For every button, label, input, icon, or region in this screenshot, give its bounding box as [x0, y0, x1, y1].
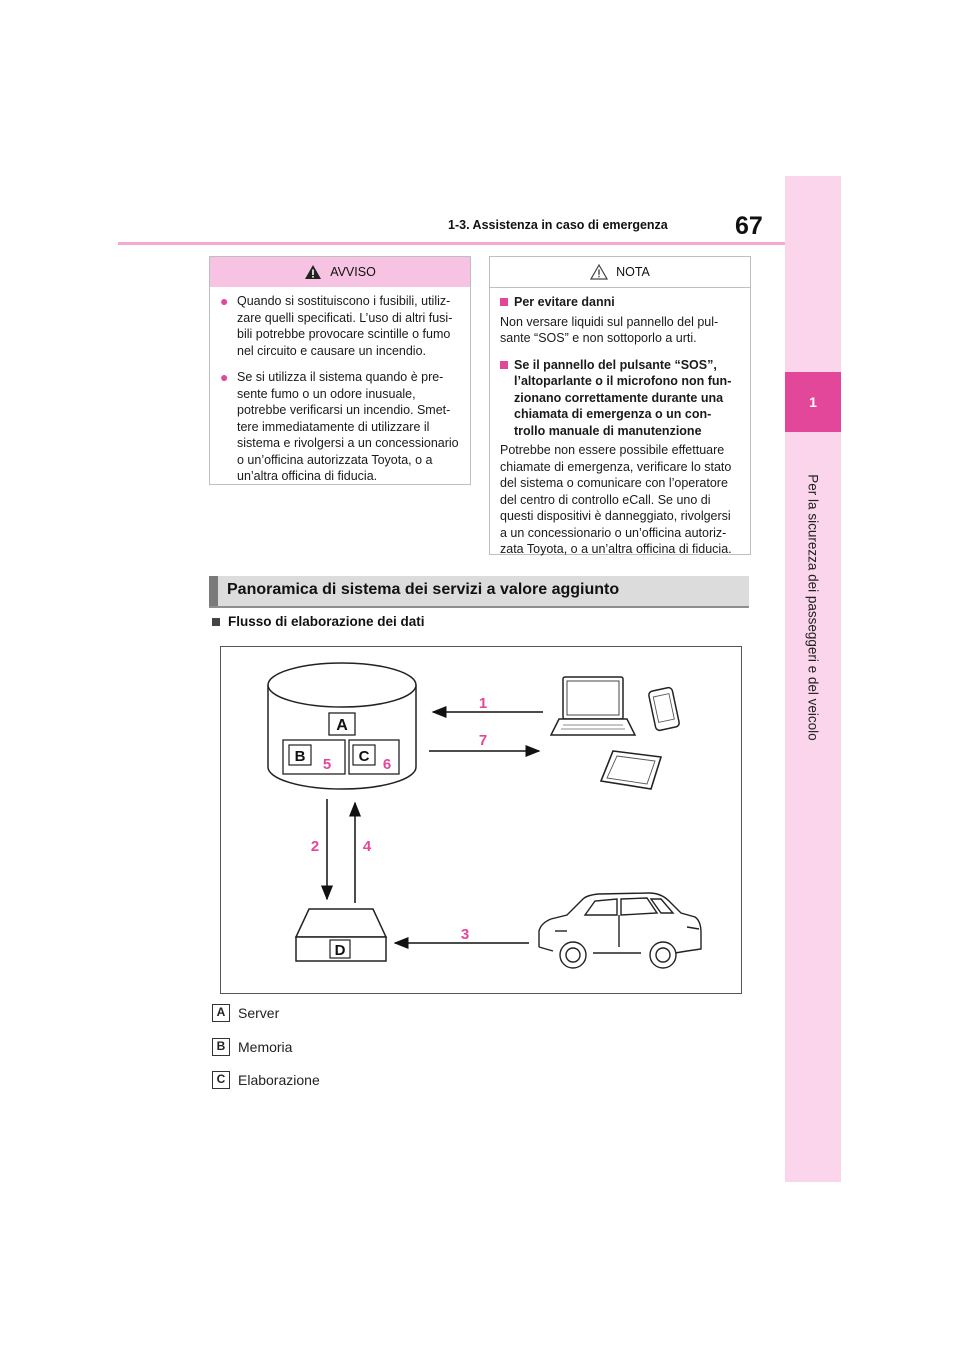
note-text: Potrebbe non essere possibile effettuare chiamate di emergenza, verificare lo stato del sistema o comunicare con l’operatore del centro di controllo eCall. Se uno di questi dispositivi è danneggiato, rivolgersi a un concessionario o un’officina autoriz-zata Toyota, o a un’altra officina di fiducia. — [500, 443, 732, 556]
bullet-icon: ● — [220, 369, 229, 385]
legend-item-processing — [212, 1071, 320, 1089]
square-bullet-icon — [212, 618, 220, 626]
warning-title: AVVISO — [330, 265, 376, 279]
warning-header — [210, 257, 470, 287]
label-c: C — [358, 748, 370, 765]
warning-box — [209, 256, 471, 485]
square-bullet-icon — [500, 361, 508, 369]
label-d: D — [334, 942, 346, 959]
note-heading — [500, 294, 740, 311]
legend-tag — [212, 1038, 230, 1056]
warning-icon — [304, 264, 322, 280]
chapter-number: 1 — [809, 394, 817, 410]
legend-tag-label: A — [216, 1005, 226, 1019]
legend-text: Elaborazione — [238, 1072, 320, 1088]
caution-icon — [590, 264, 608, 280]
legend-item-memory — [212, 1038, 292, 1056]
note-box — [489, 256, 751, 555]
section-title: 1-3. Assistenza in caso di emergenza — [448, 218, 668, 232]
legend-text: Memoria — [238, 1039, 293, 1055]
legend-item-server — [212, 1004, 279, 1022]
chapter-number-tab — [785, 372, 841, 432]
step-4: 4 — [362, 838, 372, 855]
label-a: A — [336, 717, 348, 734]
note-heading-text: Per evitare danni — [514, 295, 615, 309]
diagram-svg — [221, 647, 741, 993]
legend-tag-label: C — [216, 1072, 226, 1086]
section-heading-text: Panoramica di sistema dei servizi a valore aggiunto — [227, 581, 620, 598]
note-heading — [500, 357, 740, 440]
subheading-text: Flusso di elaborazione dei dati — [228, 614, 425, 629]
bullet-icon: ● — [220, 293, 229, 309]
note-title: NOTA — [616, 265, 650, 279]
subheading — [212, 614, 425, 629]
car-icon — [539, 893, 701, 968]
data-flow-diagram — [220, 646, 742, 994]
warning-item-text: Quando si sostituiscono i fusibili, utiliz-zare quelli specificati. L’uso di altri fusi-bili potrebbe provocare scintille o fumo nel circuito e causare un incendio. — [237, 294, 453, 358]
warning-item-text: Se si utilizza il sistema quando è pre-sente fumo o un odore inusuale, potrebbe verificarsi un incendio. Smet-tere immediatamente di utilizzare il sistema e rivolgersi a un concessionario o un’officina autorizzata Toyota, o a un’altra officina di fiducia. — [237, 370, 459, 483]
section-heading — [209, 576, 749, 608]
laptop-icon — [551, 677, 635, 735]
warning-item — [220, 369, 460, 485]
step-5: 5 — [322, 756, 332, 773]
step-2: 2 — [310, 838, 320, 855]
chapter-title: Per la sicurezza dei passeggeri e del veicolo — [805, 474, 821, 741]
smartphone-icon — [648, 687, 680, 731]
step-7: 7 — [478, 732, 488, 749]
label-b: B — [294, 748, 306, 765]
page-number: 67 — [735, 212, 763, 240]
note-header — [490, 257, 750, 288]
legend-tag-label: B — [216, 1039, 226, 1053]
note-heading-text: Se il pannello del pulsante “SOS”, l’altoparlante o il microfono non fun-zionano correttamente durante una chiamata di emergenza o un con-trollo manuale di manutenzione — [514, 357, 732, 438]
note-text: Non versare liquidi sul pannello del pul-sante “SOS” e non sottoporlo a urti. — [500, 314, 719, 345]
warning-item — [220, 293, 460, 359]
tablet-icon — [601, 751, 661, 789]
header-rule — [118, 242, 785, 245]
step-3: 3 — [460, 926, 470, 943]
square-bullet-icon — [500, 298, 508, 306]
legend-text: Server — [238, 1005, 280, 1021]
legend-tag — [212, 1071, 230, 1089]
legend-tag — [212, 1004, 230, 1022]
step-6: 6 — [382, 756, 392, 773]
step-1: 1 — [478, 695, 488, 712]
heading-bar — [209, 576, 218, 606]
